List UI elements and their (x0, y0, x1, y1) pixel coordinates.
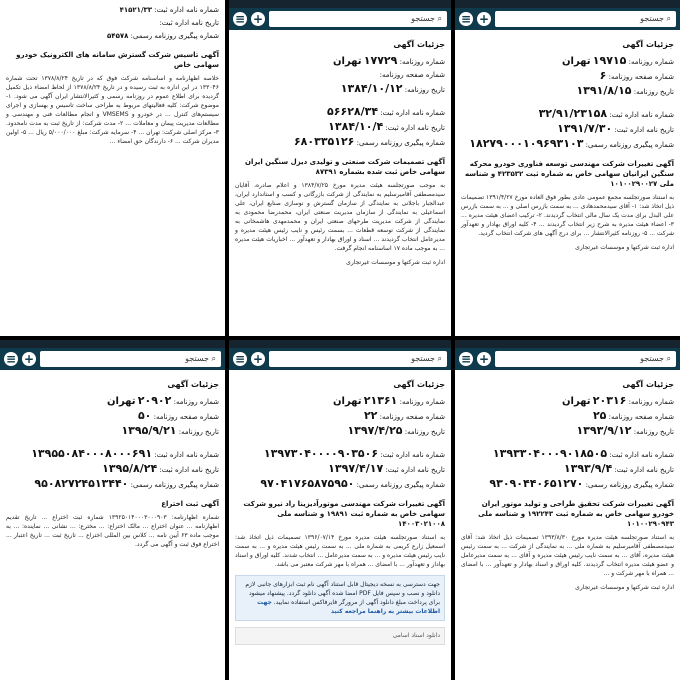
letter-no-row: شماره نامه اداره ثبت: ۱۳۹۳۳۰۴۰۰۰۹۰۱۸۵۰۵ (492, 447, 674, 460)
page-no-row: شماره صفحه روزنامه: ۲۲ (363, 409, 445, 422)
date-row: تاریخ روزنامه: ۱۳۸۴/۱۰/۱۲ (340, 82, 445, 95)
date-row: تاریخ روزنامه: ۱۳۹۵/۹/۲۱ (121, 424, 219, 437)
letter-date-row: تاریخ نامه اداره ثبت: ۱۳۹۷/۴/۱۷ (328, 462, 445, 475)
status-bar (0, 340, 225, 348)
section-title: جزئیات آگهی (167, 380, 219, 389)
status-bar (455, 340, 680, 348)
reg-no-row: شماره روزنامه: ۲۱۳۶۱ تهران (333, 394, 445, 407)
letter-no-row: شماره نامه اداره ثبت: ۳۲/۹۱/۲۳۱۵۸ (538, 107, 674, 120)
plus-icon[interactable]: + (478, 12, 490, 26)
announcement-panel-5 (229, 340, 451, 680)
top-bar (229, 348, 451, 370)
search-input[interactable]: جستجو ⌕ (269, 351, 447, 367)
tracking-row: شماره پیگیری روزنامه رسمی: ۵۴۵۷۸ (107, 32, 219, 40)
announcement-title: آگهی ثبت اختراع (161, 500, 219, 508)
top-bar (455, 8, 680, 30)
date-row: تاریخ روزنامه: ۱۳۹۳/۹/۱۲ (576, 424, 674, 437)
announcement-text: به موجب صورتجلسه هیئت مدیره مورخ ۱۳۸۴/۷/۲۵ و اعلام صادره، آقایان سیدمصطفی آقامیرسلیم به نمایندگی از شرکت بازرگانی و کسب و استاندارد ایران، عبدالجبار باجلانی به نمایندگی از سازمان گسترش و نوسازی صنایع ایران، علی اسماعیلی به نمایندگی از سازمان مدیریت صنعتی ایران، محمدرضا محمودی به نمایندگی از شرکت مدیریت طرحهای صنعتی ایران و محمدمهدی هاشمخانی به نمایندگی از شرکت توسعه قطعات ... بسمت رئیس و نایب رئیس هیئت مدیره و مدیرعامل انتخاب گردیدند ... اسناد و اوراق بهادار و تعهدآور ... اخباریات هیئت مدیره ... به موجب ماده ۱۷ اساسنامه انجام گرفت. (235, 182, 445, 252)
letter-no-value: ۴۱۵۲۱/۳۳ (119, 6, 153, 14)
announcement-title: آگهی تغییرات شرکت تحقیق طراحی و تولید موتور ایران خودرو سهامی خاص به شماره ثبت ۱۹۲۲۴۳ و شناسه ملی ۱۰۱۰۰۲۹۰۹۴۳ (478, 500, 674, 528)
issuer-footer: اداره ثبت شرکتها و موسسات غیرتجاری (575, 584, 674, 591)
announcement-title: آگهی تغییرات شرکت مهندسی موتورآدیزینا راد نیرو شرکت سهامی خاص به شماره ثبت ۱۹۸۹۱ و شناسه ملی ۱۴۰۰۳۰۲۱۰۰۸ (243, 500, 445, 528)
announcement-panel-6 (455, 340, 680, 680)
menu-icon[interactable]: ≡ (234, 12, 246, 26)
letter-no-row: شماره نامه اداره ثبت: ۱۳۹۷۳۰۴۰۰۰۰۹۰۳۵۰۶ (263, 447, 445, 460)
section-title: جزئیات آگهی (393, 380, 445, 389)
issuer-footer: اداره ثبت شرکتها و موسسات غیرتجاری (346, 259, 445, 266)
announcement-text: شماره اظهارنامه: ۱۳۹۲۵۰۱۴۰۰۰۳۰۰۰۹۰۳ شماره ثبت اختراع ... تاریخ تقدیم اظهارنامه ... عنوان اختراع ... مالک اختراع: ... مخترع: ... نشانی ... نماینده: ... به موجب ماده ۶۳ آیین نامه ... کلاس بین المللی اختراع ... تاریخ ثبت ... تاریخ اعتبار ... اختراع فوق ثبت و آگهی می گردد. (6, 514, 219, 548)
help-link[interactable]: جهت اطلاعات بیشتر به راهنما مراجعه کنید (257, 599, 440, 615)
letter-no-row: شماره نامه اداره ثبت: ۱۳۹۵۵۰۸۴۰۰۰۸۰۰۰۶۹۱ (31, 447, 219, 460)
menu-icon[interactable]: ≡ (460, 352, 472, 366)
tracking-value: ۵۴۵۷۸ (107, 32, 129, 40)
pdf-download[interactable]: دانلود اسناد اسامی (235, 627, 445, 645)
announcement-panel-4 (0, 340, 225, 680)
letter-date-row: تاریخ نامه اداره ثبت: (159, 19, 219, 27)
tracking-row: شماره پیگیری روزنامه رسمی: ۱۸۲۷۹۰۰۰۱۰۹۶۹۳۱۰۳ (469, 137, 674, 150)
tracking-row: شماره پیگیری روزنامه رسمی: ۹۳۰۹۰۴۴۰۶۵۱۲۷۰ (489, 477, 674, 490)
reg-no-row: شماره روزنامه: ۱۷۷۲۹ تهران (333, 54, 445, 67)
plus-icon[interactable]: + (252, 352, 264, 366)
announcement-title: آگهی تاسیس شرکت گسترش سامانه های الکترونیک خودرو سهامی خاص (16, 51, 219, 69)
announcement-panel-1 (0, 0, 225, 336)
page-no-row: شماره صفحه روزنامه: ۶ (599, 69, 674, 82)
search-input[interactable]: جستجو ⌕ (269, 11, 447, 27)
letter-no-row: شماره نامه اداره ثبت: ۴۱۵۲۱/۳۳ (119, 6, 219, 14)
tracking-row: شماره پیگیری روزنامه رسمی: ۹۷۰۴۱۷۶۵۸۷۵۹۵۰ (260, 477, 445, 490)
plus-icon[interactable]: + (23, 352, 35, 366)
letter-date-row: تاریخ نامه اداره ثبت: ۱۳۹۵/۸/۲۴ (102, 462, 219, 475)
letter-date-row: تاریخ نامه اداره ثبت: ۱۳۸۴/۱۰/۴ (328, 120, 445, 133)
reg-no-row: شماره روزنامه: ۲۰۳۱۶ تهران (562, 394, 674, 407)
top-bar (229, 8, 451, 30)
announcement-text: به استناد صورتجلسه هیئت مدیره مورخ ۱۳۹۶/۰۷/۱۴ تصمیمات ذیل اتخاذ شد: اسمعیل زارع کریمی به شماره ملی ... به سمت رئیس هیئت مدیره و ... به سمت نایب رئیس هیئت مدیره و ... به سمت مدیرعامل ... انتخاب شدند. کلیه اوراق و اسناد بهادار و تعهدآور ... با امضای ... همراه با مهر شرکت معتبر می باشد. (235, 534, 445, 568)
tracking-row: شماره پیگیری روزنامه رسمی: ۹۵۰۸۲۷۲۴۵۱۳۴۴۰ (34, 477, 219, 490)
status-bar (229, 0, 451, 8)
top-bar (0, 348, 225, 370)
status-bar (229, 340, 451, 348)
issuer-footer: اداره ثبت شرکتها و موسسات غیرتجاری (575, 244, 674, 251)
announcement-panel-3 (455, 0, 680, 336)
announcement-text: به استناد صورتجلسه هیئت مدیره مورخ ۱۳۹۳/۸/۳۰ تصمیمات ذیل اتخاذ شد: آقای سیدمصطفی آقامیرسلیم به شماره ملی ... به نمایندگی از شرکت ... به سمت رئیس هیئت مدیره، آقای ... به سمت نایب رئیس هیئت مدیره و آقای ... به سمت مدیرعامل و عضو هیئت مدیره انتخاب گردیدند. کلیه اوراق و اسناد بهادار و تعهدآور ... با امضای ... همراه با مهر شرکت و ... (461, 534, 674, 577)
letter-date-row: تاریخ نامه اداره ثبت: ۱۳۹۱/۷/۳۰ (557, 122, 674, 135)
plus-icon[interactable]: + (252, 12, 264, 26)
announcement-text: خلاصه اظهارنامه و اساسنامه شرکت فوق که در تاریخ ۱۳۷۸/۸/۲۴ تحت شماره ۱۳۳۰۴۶ در این اداره به ثبت رسیده و در تاریخ ۱۳۷۸/۸/۲۴ از لحاظ امضاء ذیل تکمیل گردیده برای اطلاع عموم در روزنامه رسمی و کثیرالانتشار ایران آگهی می شود. ۱- موضوع شرکت: کلیه فعالیتهای مربوط به طراحی ساخت تاسیس و بهسازی و اجرای سیستم‌های کنترل ... در خودرو و VMSEMS و انجام مطالعات فنی و مهندسی و مطالعات مدیریت پیمان و معاملات ... ۲- مدت شرکت: از تاریخ ثبت به مدت نامحدود. ۳- مرکز اصلی شرکت: تهران ... ۴- سرمایه شرکت: مبلغ ۵/۰۰۰/۰۰۰ ریال ... ۵- اولین مدیران شرکت ... ۶- دارندگان حق امضاء ... (6, 75, 220, 145)
search-input[interactable]: جستجو ⌕ (495, 11, 676, 27)
letter-no-row: شماره نامه اداره ثبت: ۵۶۶۲۸/۳۴ (327, 105, 445, 118)
page-no-row: شماره صفحه روزنامه: ۵۰ (137, 409, 219, 422)
section-title: جزئیات آگهی (393, 40, 445, 49)
announcement-panel-2 (229, 0, 451, 336)
menu-icon[interactable]: ≡ (5, 352, 17, 366)
search-input[interactable]: جستجو ⌕ (495, 351, 676, 367)
announcement-text: به استناد صورتجلسه مجمع عمومی عادی بطور فوق العاده مورخ ۱۳۹۱/۴/۲۷ تصمیمات ذیل اتخاذ شد: ۱- آقای سیدمحمدهادی ... به سمت بازرس اصلی و ... به سمت بازرس علی البدل برای مدت یک سال مالی انتخاب گردیدند. ۲- ترکیب اعضای هیئت مدیره ... ۳- اعضاء هیئت مدیره به شرح زیر انتخاب گردیدند ... ۴- کلیه اوراق بهادار و تعهدآور شرکت ... ۵- روزنامه کثیرالانتشار ... برای درج آگهی های شرکت انتخاب گردید. (461, 194, 674, 237)
download-notice: جهت دسترسی به نسخه دیجیتال قابل استناد آگهی نام ثبت ابزارهای جانبی لازم دانلود و نصب و سپس فایل PDF امضا شده آگهی دانلود گردد. پیشنهاد میشود برای پرداخت مبلغ دانلود آگهی از مرورگر فایرفاکس استفاده نمایید. جهت اطلاعات بیشتر به راهنما مراجعه کنید (235, 575, 445, 621)
menu-icon[interactable]: ≡ (460, 12, 472, 26)
top-bar (455, 348, 680, 370)
date-row: تاریخ روزنامه: ۱۳۹۷/۴/۲۵ (347, 424, 445, 437)
page-no-row: شماره صفحه روزنامه: (379, 71, 445, 79)
date-row: تاریخ روزنامه: ۱۳۹۱/۸/۱۵ (576, 84, 674, 97)
tracking-row: شماره پیگیری روزنامه رسمی: ۶۸۰۳۳۵۱۲۶ (293, 135, 445, 148)
letter-date-row: تاریخ نامه اداره ثبت: ۱۳۹۳/۹/۴ (563, 462, 674, 475)
reg-no-row: شماره روزنامه: ۲۰۹۰۲ تهران (107, 394, 219, 407)
announcement-title: آگهی تصمیمات شرکت صنعتی و تولیدی دیزل سنگین ایران سهامی خاص ثبت شده بشماره ۸۷۳۹۱ (244, 158, 445, 176)
announcement-title: آگهی تغییرات شرکت مهندسی توسعه فناوری خودرو محرکه سنگین ایرانیان سهامی خاص به شماره ثبت ۴۲۳۵۳۲ و شناسه ملی ۱۰۱۰۰۲۹۰۰۲۷ (464, 160, 674, 188)
plus-icon[interactable]: + (478, 352, 490, 366)
reg-no-row: شماره روزنامه: ۱۹۷۱۵ تهران (562, 54, 674, 67)
search-input[interactable]: جستجو ⌕ (40, 351, 221, 367)
status-bar (455, 0, 680, 8)
menu-icon[interactable]: ≡ (234, 352, 246, 366)
page-no-row: شماره صفحه روزنامه: ۲۵ (592, 409, 674, 422)
section-title: جزئیات آگهی (622, 380, 674, 389)
section-title: جزئیات آگهی (622, 40, 674, 49)
